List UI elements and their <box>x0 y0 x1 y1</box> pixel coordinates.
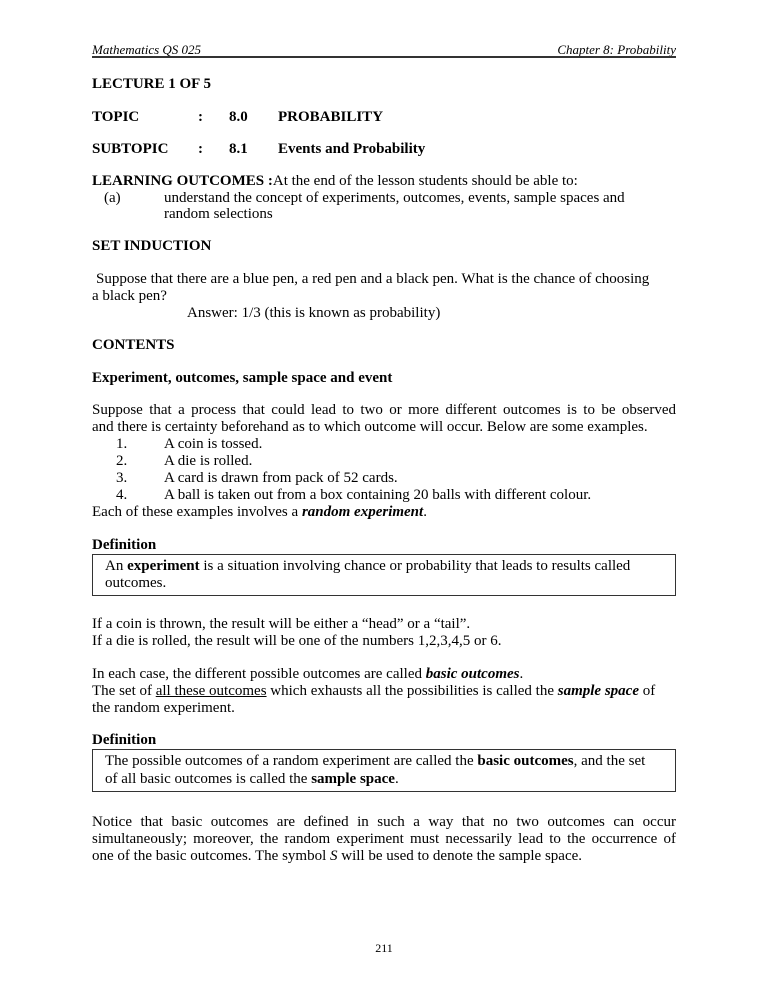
example-text: A card is drawn from pack of 52 cards. <box>164 470 398 486</box>
sample-space-bold: sample space <box>311 771 395 787</box>
set-induction-line1: Suppose that there are a blue pen, a red pen and a black pen. What is the chance of choosing <box>96 271 650 287</box>
each-example-line <box>92 504 427 521</box>
def2-line2-pre: of all basic outcomes is called the <box>105 771 312 787</box>
all-outcomes-underlined: all these outcomes <box>155 683 267 699</box>
subtopic-title: Events and Probability <box>278 141 426 157</box>
sample-space-term: sample space <box>557 683 639 699</box>
subtopic-label: SUBTOPIC <box>92 141 169 157</box>
para1-line1: Suppose that a process that could lead to two or more different outcomes is to be observed <box>92 402 676 418</box>
header-right: Chapter 8: Probability <box>557 42 676 57</box>
lo-intro: At the end of the lesson students should be able to: <box>272 173 578 189</box>
example-num: 2. <box>116 453 128 469</box>
die-line: If a die is rolled, the result will be one of the numbers 1,2,3,4,5 or 6. <box>92 633 502 649</box>
set-induction-line2: a black pen? <box>92 288 167 304</box>
notice-post: will be used to denote the sample space. <box>337 848 583 864</box>
example-num: 4. <box>116 487 128 503</box>
subtopic-number: 8.1 <box>229 141 248 157</box>
notice-line2: simultaneously; moreover, the random experiment must necessarily lead to the occurrence of <box>92 831 676 847</box>
notice-line1: Notice that basic outcomes are defined in such a way that no two outcomes can occur <box>92 814 676 830</box>
each-case-post: . <box>519 666 524 682</box>
topic-label: TOPIC <box>92 109 140 125</box>
each-post: . <box>423 504 427 520</box>
definition1-heading: Definition <box>92 537 157 553</box>
def2-post1: , and the set <box>573 753 646 769</box>
topic-colon: : <box>198 109 203 125</box>
definition2-line2 <box>105 771 399 788</box>
set-mid: which exhausts all the possibilities is called the <box>266 683 558 699</box>
header-rule <box>92 56 676 58</box>
contents-subheading: Experiment, outcomes, sample space and event <box>92 370 393 386</box>
experiment-term: experiment <box>127 558 200 574</box>
example-num: 1. <box>116 436 128 452</box>
set-induction-heading: SET INDUCTION <box>92 238 212 254</box>
basic-outcomes-term: basic outcomes <box>425 666 520 682</box>
definition2-heading: Definition <box>92 732 157 748</box>
topic-title: PROBABILITY <box>278 109 384 125</box>
contents-heading: CONTENTS <box>92 337 175 353</box>
definition1-box <box>92 554 676 596</box>
example-num: 3. <box>116 470 128 486</box>
def1-post: is a situation involving chance or probability that leads to results called <box>199 558 631 574</box>
def2-pre: The possible outcomes of a random experiment are called the <box>105 753 478 769</box>
definition2-line1 <box>105 753 645 770</box>
lecture-heading <box>92 76 211 93</box>
page-number: 211 <box>375 941 393 955</box>
each-case-line <box>92 666 523 683</box>
definition1-line2: outcomes. <box>105 575 167 591</box>
set-line2: the random experiment. <box>92 700 235 716</box>
each-case-pre: In each case, the different possible outcomes are called <box>92 666 426 682</box>
def2-line2-post: . <box>394 771 399 787</box>
lo-item-line2: random selections <box>164 206 273 222</box>
set-pre: The set of <box>92 683 156 699</box>
set-line <box>92 683 655 700</box>
random-experiment-term: random experiment <box>301 504 424 520</box>
lecture-text: LECTURE 1 OF 5 <box>92 76 212 92</box>
lo-item-line1: understand the concept of experiments, outcomes, events, sample spaces and <box>164 190 625 206</box>
topic-number: 8.0 <box>229 109 248 125</box>
example-text: A die is rolled. <box>164 453 253 469</box>
def1-pre: An <box>105 558 128 574</box>
each-pre: Each of these examples involves a <box>92 504 302 520</box>
learning-outcomes <box>92 173 578 190</box>
set-post: of <box>638 683 656 699</box>
example-text: A coin is tossed. <box>164 436 263 452</box>
notice-line3 <box>92 848 582 865</box>
notice-pre: one of the basic outcomes. The symbol <box>92 848 331 864</box>
set-induction-answer: Answer: 1/3 (this is known as probability) <box>187 305 441 321</box>
symbol-s: S <box>330 848 338 864</box>
basic-outcomes-bold: basic outcomes <box>477 753 574 769</box>
subtopic-colon: : <box>198 141 203 157</box>
example-text: A ball is taken out from a box containing 20 balls with different colour. <box>164 487 592 503</box>
definition2-box <box>92 749 676 792</box>
lo-label: LEARNING OUTCOMES : <box>92 173 273 189</box>
lo-marker: (a) <box>104 190 121 206</box>
header-left: Mathematics QS 025 <box>92 42 202 57</box>
definition1-line1 <box>105 558 630 575</box>
para1-line2: and there is certainty beforehand as to which outcome will occur. Below are some examples. <box>92 419 648 435</box>
coin-line: If a coin is thrown, the result will be either a “head” or a “tail”. <box>92 616 471 632</box>
